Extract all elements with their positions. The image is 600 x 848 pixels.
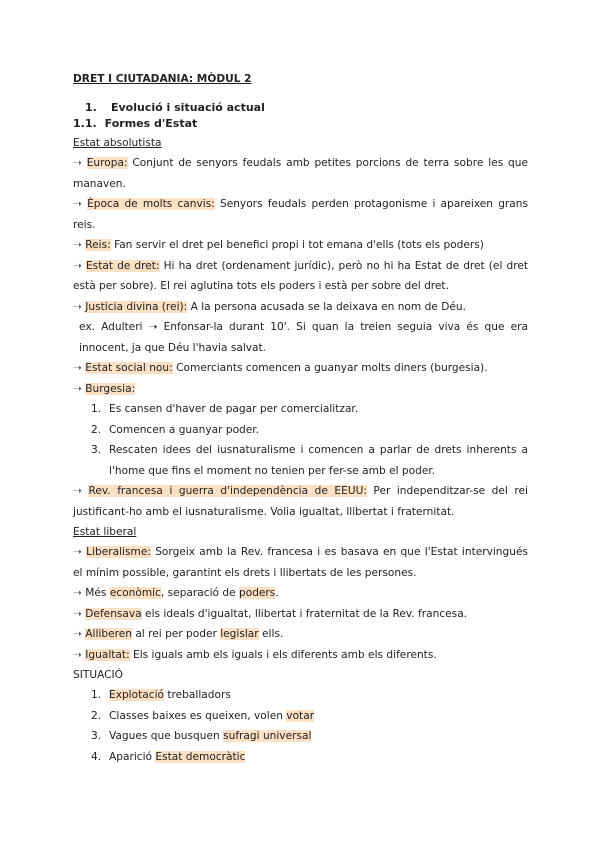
highlight-term: Alliberen: [85, 628, 132, 640]
list-text: Classes baixes es queixen, volen: [109, 709, 287, 722]
situacio-heading: SITUACIÓ: [73, 669, 123, 681]
highlight-term: econòmic: [109, 587, 161, 599]
paragraph-text: Fan servir el dret pel benefici propi i tot emana d'ells (tots els poders): [110, 239, 484, 251]
paragraph-text: Conjunt de senyors feudals amb petites porcions de terra sobre les que manaven.: [73, 157, 528, 190]
list-number: 3.: [91, 730, 102, 742]
absolutist-heading: Estat absolutista: [73, 137, 162, 149]
paragraph-text: .: [275, 587, 279, 599]
arrow-icon: ➝: [73, 382, 82, 395]
list-text: Comencen a guanyar poder.: [109, 423, 260, 436]
paragraph-text: Els iguals amb els iguals i els diferents amb els diferents.: [129, 648, 437, 661]
list-number: 3.: [91, 444, 102, 456]
highlight-term: votar: [286, 709, 315, 722]
list-text: Es cansen d'haver de pagar per comercialitzar.: [109, 403, 359, 415]
list-item: [73, 685, 528, 706]
paragraph-economic: [73, 583, 528, 604]
paragraph-text: Senyors feudals perden protagonisme i apareixen grans reis.: [73, 198, 528, 231]
liberal-heading: Estat liberal: [73, 526, 137, 538]
list-item: [73, 726, 528, 747]
arrow-icon: ➝: [73, 362, 82, 374]
paragraph-text: Sorgeix amb la Rev. francesa i es basava en que l'Estat intervingués el mínim possible, garantint els drets i llibertats de les persones.: [73, 546, 528, 579]
highlight-term: Estat de dret:: [85, 259, 160, 272]
section-heading: [73, 101, 528, 114]
paragraph-text: Hi ha dret (ordenament jurídic), però no hi ha Estat de dret (el dret està per sobre). El rei aglutina tots els poders i està per sobre del dret.: [73, 259, 528, 292]
highlight-term: Explotació: [109, 689, 165, 701]
highlight-term: Estat social nou:: [85, 362, 173, 374]
situacio-list: [73, 685, 528, 767]
document-title: DRET I CIUTADANIA: MÒDUL 2: [73, 73, 252, 85]
paragraph-liberalisme: [73, 542, 528, 583]
highlight-term: Igualtat:: [85, 648, 130, 661]
arrow-icon: ➝: [73, 157, 82, 169]
paragraph-estat-de-dret: [73, 256, 528, 297]
list-text: Vagues que busquen: [109, 730, 224, 742]
list-item: [73, 440, 528, 481]
list-number: 1.: [91, 403, 102, 415]
arrow-icon: ➝: [73, 628, 82, 640]
paragraph-igualtat: [73, 645, 528, 666]
paragraph-text: , separació de: [160, 587, 239, 599]
highlight-term: Justicia divina (rei):: [85, 300, 188, 313]
highlight-term: Estat democràtic: [155, 750, 246, 763]
paragraph-example: ex. Adulteri ➝ Enfonsar-la durant 10'. Si quan la treien seguia viva és que era innocent, ja que Déu l'havia salvat.: [79, 321, 528, 354]
subsection-title: Formes d'Estat: [104, 117, 198, 130]
arrow-icon: ➝: [73, 485, 82, 497]
paragraph-text: ells.: [258, 628, 284, 640]
arrow-icon: ➝: [73, 259, 82, 272]
paragraph-revolucio: [73, 481, 528, 522]
paragraph-text: els ideals d'igualtat, llibertat i fraternitat de la Rev. francesa.: [141, 607, 468, 620]
arrow-icon: ➝: [73, 607, 82, 620]
subsection-heading: [73, 117, 528, 130]
paragraph-burgesia: [73, 379, 528, 400]
paragraph-justicia: [73, 297, 528, 318]
highlight-term: Reis:: [85, 239, 111, 251]
paragraph-defensava: [73, 604, 528, 625]
arrow-icon: ➝: [73, 300, 82, 313]
subsection-number: 1.1.: [73, 117, 97, 130]
paragraph-text: A la persona acusada se la deixava en nom de Déu.: [187, 300, 466, 313]
document-body: [73, 73, 528, 767]
list-number: 2.: [91, 423, 102, 436]
list-item: [73, 420, 528, 441]
list-text: Rescaten idees del iusnaturalisme i comencen a parlar de drets inherents a l'home que fins el moment no tenien per fer-se amb el poder.: [109, 444, 528, 477]
paragraph-text: Més: [85, 587, 110, 599]
list-text: Aparició: [109, 750, 156, 763]
arrow-icon: ➝: [73, 198, 82, 210]
paragraph-text: Comerciants comencen a guanyar molts diners (burgesia).: [172, 362, 488, 374]
paragraph-epoca: [73, 194, 528, 235]
highlight-term: Defensava: [85, 607, 142, 620]
list-number: 2.: [91, 709, 102, 722]
arrow-icon: ➝: [73, 648, 82, 661]
arrow-icon: ➝: [73, 546, 82, 558]
paragraph-estat-social: [73, 358, 528, 379]
highlight-term: Liberalisme:: [86, 546, 151, 558]
paragraph-alliberen: [73, 624, 528, 645]
highlight-term: Rev. francesa i guerra d'independència de EEUU:: [88, 485, 367, 497]
list-text: treballadors: [164, 689, 231, 701]
section-title: Evolució i situació actual: [111, 101, 265, 114]
paragraph-text: Per independitzar-se del rei justificant-ho amb el iusnaturalisme. Volia igualtat, llibertat i fraternitat.: [73, 485, 528, 518]
paragraph-europa: [73, 153, 528, 194]
highlight-term: Època de molts canvis:: [87, 198, 215, 210]
highlight-term: sufragi universal: [223, 730, 312, 742]
highlight-term: legislar: [220, 628, 259, 640]
arrow-icon: ➝: [73, 587, 82, 599]
list-number: 1.: [91, 689, 102, 701]
list-item: [73, 706, 528, 727]
highlight-term: Europa:: [86, 157, 128, 169]
highlight-term: poders: [238, 587, 276, 599]
section-number: 1.: [85, 101, 97, 114]
list-item: [73, 399, 528, 420]
highlight-term: Burgesia:: [85, 382, 136, 395]
paragraph-text: al rei per poder: [131, 628, 221, 640]
paragraph-reis: [73, 235, 528, 256]
list-item: [73, 747, 528, 768]
list-number: 4.: [91, 750, 102, 763]
arrow-icon: ➝: [73, 239, 82, 251]
burgesia-list: [73, 399, 528, 481]
